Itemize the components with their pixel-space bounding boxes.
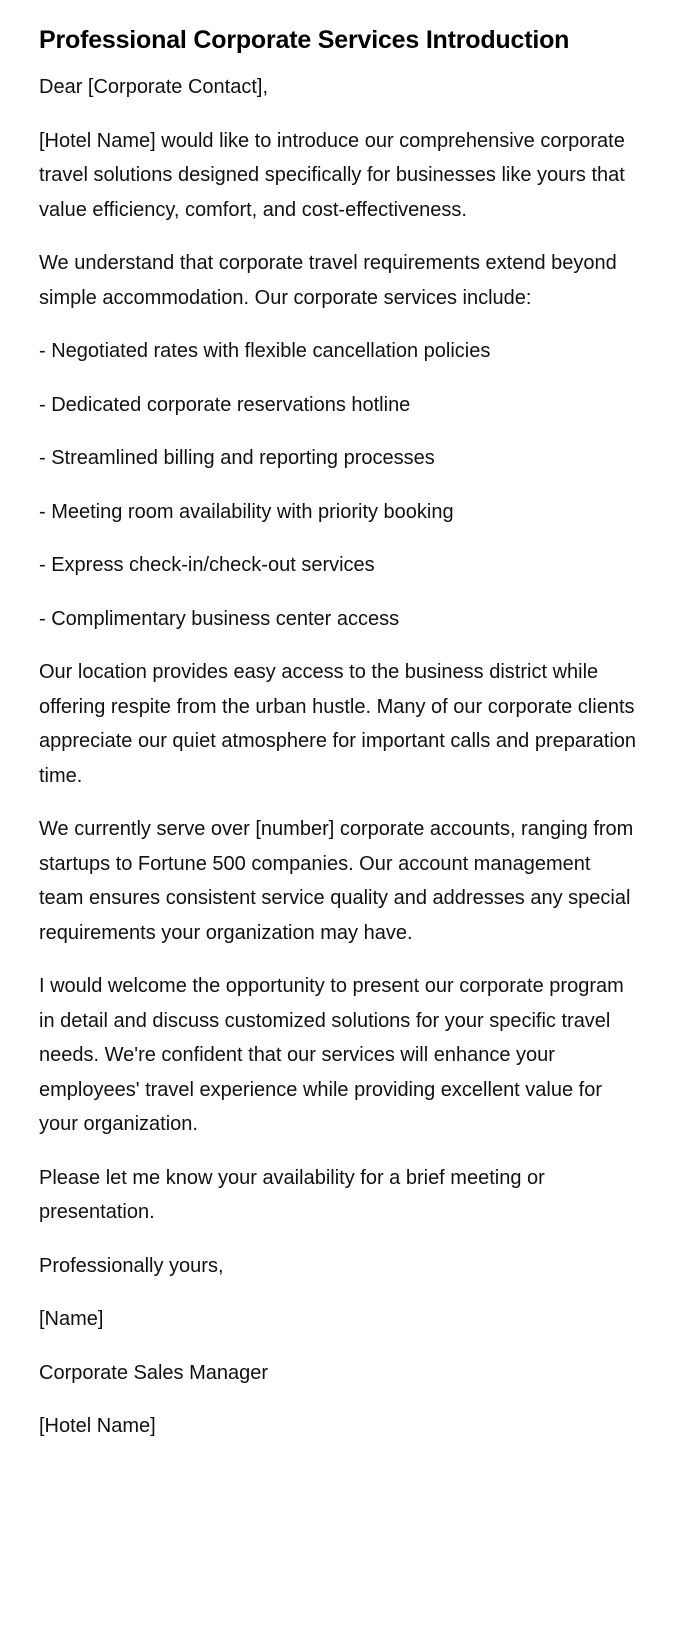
list-item: - Streamlined billing and reporting processes — [39, 447, 435, 469]
page-title: Professional Corporate Services Introduction — [39, 26, 570, 54]
list-item: - Complimentary business center access — [39, 607, 400, 630]
signature-title: Corporate Sales Manager — [39, 1361, 269, 1384]
letter-document — [39, 22, 639, 1444]
request-paragraph: Please let me know your availability for a brief meeting or presentation. — [39, 1166, 545, 1223]
signature-hotel: [Hotel Name] — [39, 1415, 156, 1437]
intro-paragraph: [Hotel Name] would like to introduce our comprehensive corporate travel solutions designed specifically for businesses like yours that value efficiency, comfort, and cost-effectiveness. — [39, 129, 625, 221]
proposal-paragraph: I would welcome the opportunity to present our corporate program in detail and discuss customized solutions for your specific travel needs. We're confident that our services will enhance your employees' travel experience while providing excellent value for your organization. — [39, 975, 624, 1135]
signature-name: [Name] — [39, 1308, 104, 1330]
closing: Professionally yours, — [39, 1254, 224, 1277]
list-item: - Negotiated rates with flexible cancellation policies — [39, 340, 491, 362]
list-item: - Express check-in/check-out services — [39, 554, 375, 576]
list-item: - Meeting room availability with priority booking — [39, 500, 454, 523]
list-item: - Dedicated corporate reservations hotline — [39, 393, 411, 416]
services-intro-paragraph: We understand that corporate travel requirements extend beyond simple accommodation. Our corporate services include: — [39, 252, 617, 309]
location-paragraph: Our location provides easy access to the business district while offering respite from the urban hustle. Many of our corporate clients appreciate our quiet atmosphere for important calls and preparation time. — [39, 661, 637, 787]
salutation: Dear [Corporate Contact], — [39, 76, 268, 98]
clients-paragraph: We currently serve over [number] corporate accounts, ranging from startups to Fortune 500 companies. Our account management team ensures consistent service quality and addresses any special requirements your organization may have. — [39, 818, 634, 944]
